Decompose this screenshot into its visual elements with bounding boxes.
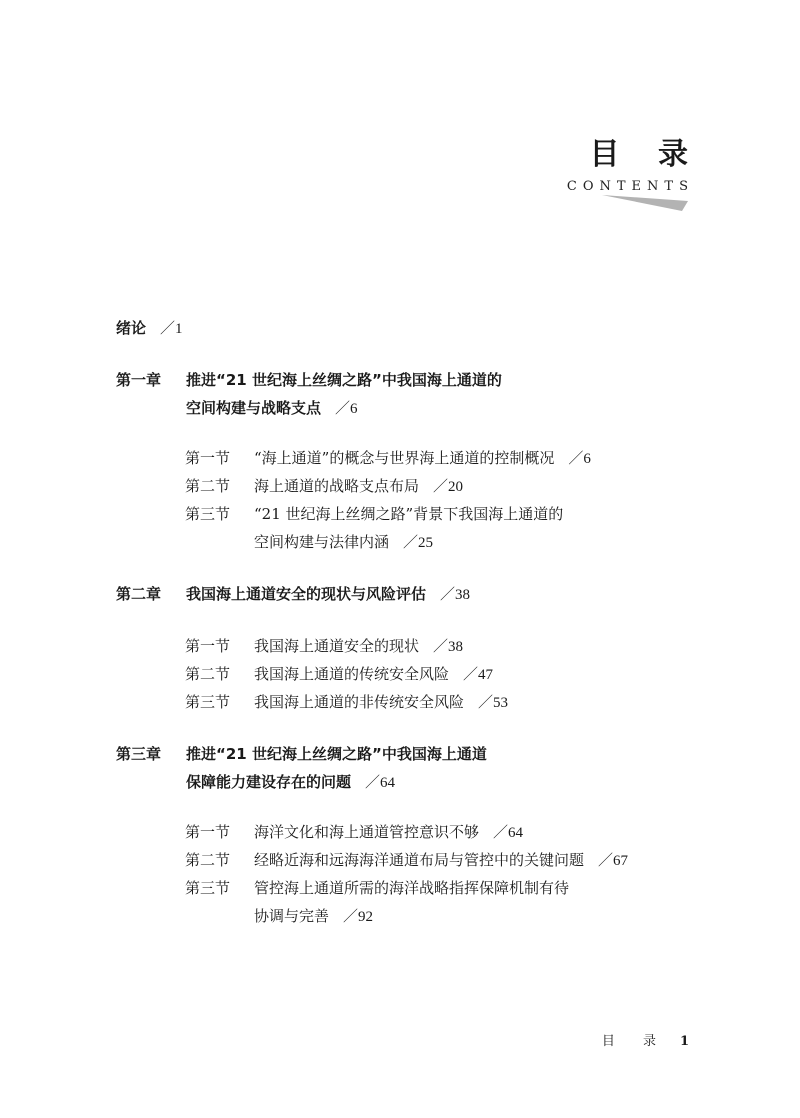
page-title: 目 录 [589,137,702,172]
section-page: ／64 [493,825,524,841]
chapter-title-cont: 空间构建与战略支点 [186,399,322,417]
section-label: 第三节 [185,505,231,523]
chapter-label: 第一章 [116,371,162,389]
toc-section-3-3-cont[interactable] [116,905,716,927]
footer-page-number: 1 [679,1034,690,1049]
section-page: ／38 [433,639,464,655]
toc-entry-intro[interactable] [116,317,716,339]
toc-intro-label: 绪论 [116,319,147,337]
toc-section-1-1[interactable] [116,447,716,469]
toc-section-3-1[interactable] [116,821,716,843]
chapter-page: ／38 [440,587,471,603]
chapter-label: 第二章 [116,585,162,603]
section-title: 海上通道的战略支点布局 [254,477,420,495]
toc-chapter-3[interactable] [116,743,716,765]
chapter-label: 第三章 [116,745,162,763]
section-title: 我国海上通道的传统安全风险 [254,665,450,683]
chapter-page: ／64 [365,775,396,791]
toc-section-1-3[interactable] [116,503,716,525]
toc-section-1-3-cont[interactable] [116,531,716,553]
toc-section-2-2[interactable] [116,663,716,685]
toc-intro-page: ／1 [160,321,183,337]
footer-label: 目 录 [601,1034,668,1049]
section-label: 第一节 [185,637,231,655]
toc-section-3-2[interactable] [116,849,716,871]
table-of-contents [116,317,716,927]
section-label: 第三节 [185,879,231,897]
chapter-title: 推进“21 世纪海上丝绸之路”中我国海上通道 [186,745,487,763]
section-title-cont: 协调与完善 [254,907,330,925]
section-title-cont: 空间构建与法律内涵 [254,533,390,551]
toc-chapter-2[interactable] [116,583,716,605]
section-label: 第三节 [185,693,231,711]
toc-section-1-2[interactable] [116,475,716,497]
section-title: “21 世纪海上丝绸之路”背景下我国海上通道的 [254,505,564,523]
section-title: 管控海上通道所需的海洋战略指挥保障机制有待 [254,879,570,897]
page-subtitle: CONTENTS [566,179,694,194]
section-page: ／20 [433,479,464,495]
chapter-title-cont: 保障能力建设存在的问题 [186,773,352,791]
section-page: ／92 [343,909,374,925]
chapter-page: ／6 [335,401,358,417]
decorative-wedge [602,195,688,211]
toc-chapter-1-cont[interactable] [116,397,716,419]
section-title: 我国海上通道安全的现状 [254,637,420,655]
section-label: 第二节 [185,477,231,495]
section-label: 第二节 [185,665,231,683]
chapter-title: 推进“21 世纪海上丝绸之路”中我国海上通道的 [186,371,502,389]
section-label: 第一节 [185,449,231,467]
page-footer [602,1030,690,1049]
section-label: 第一节 [185,823,231,841]
section-page: ／53 [478,695,509,711]
toc-section-3-3[interactable] [116,877,716,899]
section-title: 经略近海和远海海洋通道布局与管控中的关键问题 [254,851,585,869]
section-label: 第二节 [185,851,231,869]
section-page: ／25 [403,535,434,551]
toc-chapter-3-cont[interactable] [116,771,716,793]
section-page: ／6 [568,451,591,467]
toc-section-2-3[interactable] [116,691,716,713]
contents-header [566,137,702,194]
section-title: 海洋文化和海上通道管控意识不够 [254,823,480,841]
section-page: ／47 [463,667,494,683]
section-title: 我国海上通道的非传统安全风险 [254,693,465,711]
chapter-title: 我国海上通道安全的现状与风险评估 [186,585,427,603]
section-title: “海上通道”的概念与世界海上通道的控制概况 [254,449,555,467]
toc-section-2-1[interactable] [116,635,716,657]
section-page: ／67 [598,853,629,869]
toc-chapter-1[interactable] [116,369,716,391]
